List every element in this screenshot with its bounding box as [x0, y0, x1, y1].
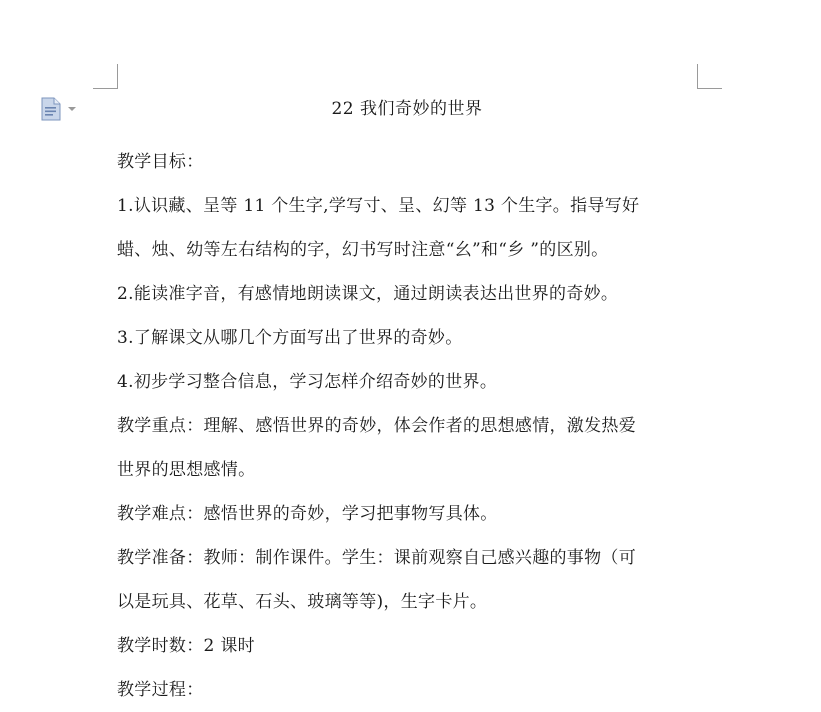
section-heading-objectives: 教学目标：: [117, 152, 204, 172]
document-body: [117, 140, 702, 712]
paragraph-line-difficulties: 教学难点：感悟世界的奇妙，学习把事物写具体。: [117, 504, 498, 524]
chevron-down-icon: [68, 107, 76, 111]
paragraph-line: 3.了解课文从哪几个方面写出了世界的奇妙。: [117, 328, 463, 348]
document-options-icon: [40, 97, 84, 121]
paragraph-line: 世界的思想感情。: [117, 460, 256, 480]
page-corner-top-right: [697, 64, 722, 89]
document-title: 22 我们奇妙的世界: [331, 99, 483, 119]
paragraph-line: 2.能读准字音，有感情地朗读课文，通过朗读表达出世界的奇妙。: [117, 284, 619, 304]
paragraph-line: 蜡、烛、幼等左右结构的字，幻书写时注意“幺”和“乡 ”的区别。: [117, 240, 609, 260]
paragraph-options-button[interactable]: [40, 97, 84, 121]
paragraph-line-preparation: 教学准备：教师：制作课件。学生：课前观察自己感兴趣的事物（可: [117, 548, 636, 568]
section-heading-process: 教学过程：: [117, 680, 204, 700]
paragraph-line: 1.认识藏、呈等 11 个生字,学写寸、呈、幻等 13 个生字。指导写好: [117, 196, 640, 216]
page-corner-top-left: [93, 64, 118, 89]
paragraph-line-key-points: 教学重点：理解、感悟世界的奇妙，体会作者的思想感情，激发热爱: [117, 416, 636, 436]
paragraph-line: 以是玩具、花草、石头、玻璃等等)，生字卡片。: [117, 592, 488, 612]
paragraph-line-class-hours: 教学时数：2 课时: [117, 636, 255, 656]
paragraph-line: 4.初步学习整合信息，学习怎样介绍奇妙的世界。: [117, 372, 498, 392]
